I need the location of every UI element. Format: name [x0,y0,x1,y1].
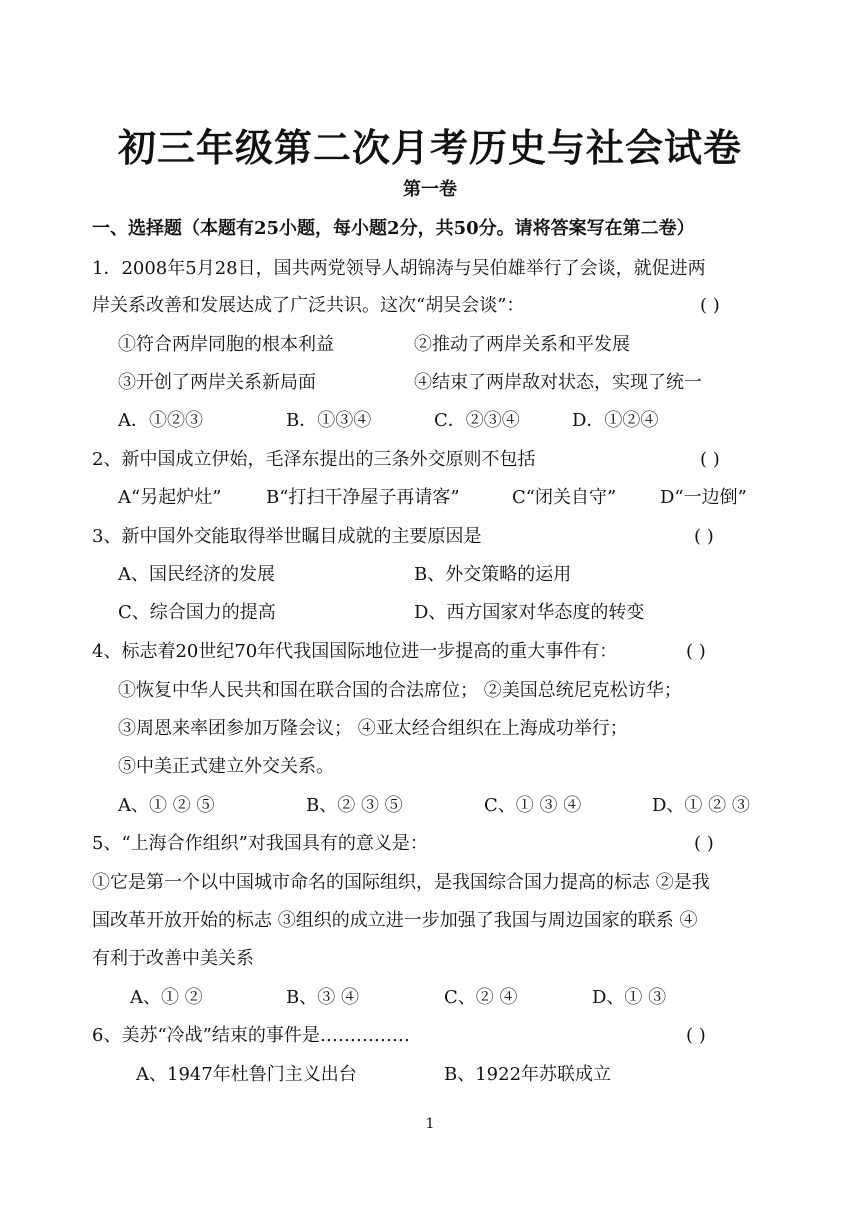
option-c: C、① ③ ④ [484,795,582,816]
question-text: 4、标志着20世纪70年代我国国际地位进一步提高的重大事件有： [92,641,618,662]
question-text: 5、“上海合作组织”对我国具有的意义是： [92,833,428,854]
option-c: C“闭关自守” [512,487,617,508]
page-subtitle: 第一卷 [403,179,457,200]
option-b: B、1922年苏联成立 [444,1064,612,1085]
option-b: B．①③④ [286,410,372,431]
option-a: A、① ② ⑤ [118,795,215,816]
question-text: 3、新中国外交能取得举世瞩目成就的主要原因是 [92,526,482,547]
statement: ③周恩来率团参加万隆会议； ④亚太经合组织在上海成功举行； [118,718,628,739]
answer-paren: ( ) [700,295,720,316]
option-a: A“另起炉灶” [118,487,222,508]
question-text: 岸关系改善和发展达成了广泛共识。这次“胡吴会谈”： [92,295,525,316]
option-b: B、③ ④ [286,987,359,1008]
option-c: C、② ④ [444,987,518,1008]
option-c: C．②③④ [434,410,520,431]
answer-paren: ( ) [694,833,714,854]
question-text: 6、美苏“冷战”结束的事件是…………… [92,1025,410,1046]
option-d: D、西方国家对华态度的转变 [414,602,645,623]
option-d: D“一边倒” [660,487,747,508]
option-d: D、① ③ [592,987,667,1008]
option-a: A、国民经济的发展 [118,564,275,585]
answer-paren: ( ) [700,449,720,470]
page-number: 1 [425,1116,435,1132]
option-b: B“打扫干净屋子再请客” [266,487,460,508]
option-b: B、外交策略的运用 [414,564,572,585]
option-a: A．①②③ [118,410,203,431]
statement: ①恢复中华人民共和国在联合国的合法席位； ②美国总统尼克松访华； [118,680,682,701]
option-d: D、① ② ③ [652,795,750,816]
statement: ④结束了两岸敌对状态，实现了统一 [414,372,702,393]
answer-paren: ( ) [694,526,714,547]
option-a: A、① ② [130,987,203,1008]
option-c: C、综合国力的提高 [118,602,276,623]
question-text: 2、新中国成立伊始，毛泽东提出的三条外交原则不包括 [92,449,536,470]
answer-paren: ( ) [686,1025,706,1046]
question-text: 1．2008年5月28日，国共两党领导人胡锦涛与吴伯雄举行了会谈，就促进两 [92,258,706,279]
page-title: 初三年级第二次月考历史与社会试卷 [117,125,742,170]
option-d: D．①②④ [572,410,659,431]
statement: ①它是第一个以中国城市命名的国际组织，是我国综合国力提高的标志 ②是我 [92,872,710,893]
statement: ①符合两岸同胞的根本利益 [118,334,334,355]
statement: ⑤中美正式建立外交关系。 [118,756,334,777]
option-a: A、1947年杜鲁门主义出台 [136,1064,357,1085]
section-header: 一、选择题（本题有25小题，每小题2分，共50分。请将答案写在第二卷） [92,218,695,239]
option-b: B、② ③ ⑤ [306,795,403,816]
statement: 国改革开放开始的标志 ③组织的成立进一步加强了我国与周边国家的联系 ④ [92,910,698,931]
statement: ③开创了两岸关系新局面 [118,372,316,393]
statement: 有利于改善中美关系 [92,948,254,969]
answer-paren: ( ) [686,641,706,662]
statement: ②推动了两岸关系和平发展 [414,334,630,355]
